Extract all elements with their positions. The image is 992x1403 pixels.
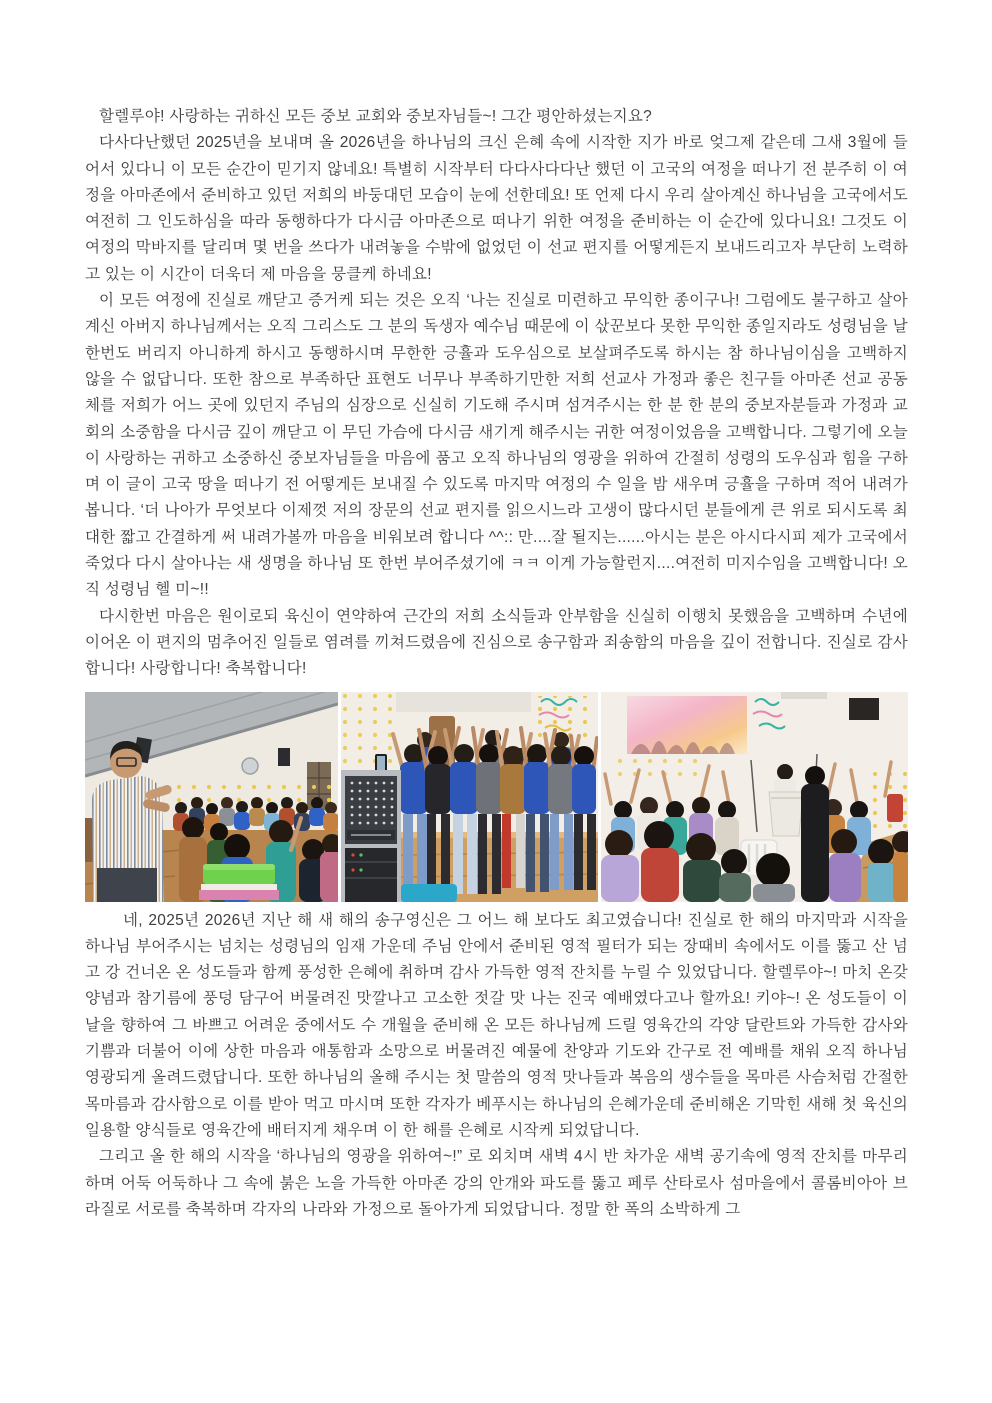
photo-church-cake-celebration bbox=[85, 692, 338, 902]
paragraph-greeting: 할렐루야! 사랑하는 귀하신 모든 중보 교회와 중보자님들~! 그간 평안하셨는지요? bbox=[99, 108, 653, 125]
paragraph-confession: 이 모든 여정에 진실로 깨닫고 증거케 되는 것은 오직 ‘나는 진실로 미련하고 무익한 종이구나! 그럼에도 불구하고 살아계신 아버지 하나님께서는 오직 그리스도 그 분의 독생자 예수님 때문에 이 삯꾼보다 못한 무익한 종일지라도 성령님을 날 한번도 버리지 아니하게 하시고 동행하시며 무한한 긍휼과 도우심으로 보살펴주도록 하시는 참 하나님이심을 고백하지 않을 수 없답니다. 또한 참으로 부족하단 표현도 너무나 부족하기만한 저희 선교사 가정과 좋은 친구들 아마존 선교 공동체를 저희가 어느 곳에 있던지 주님의 심장으로 신실히 기도해 주시며 섬겨주시는 한 분 한 분의 중보자분들과 가정과 교회의 소중함을 다시금 깊이 깨닫고 이 무딘 가슴에 다시금 새기게 해주시는 귀한 여정이었음을 고백합니다. 그렇기에 오늘 이 사랑하는 귀하고 소중하신 중보자님들을 마음에 품고 오직 하나님의 영광을 위하여 간절히 성령의 도우심과 힘을 구하며 이 글이 고국 땅을 떠나기 전 어떻게든 보내질 수 있도록 마지막 여정의 수 일을 밤 새우며 긍휼을 구하며 적어 내려가 봅니다. ‘더 나아가 무엇보다 이제껏 저의 장문의 선교 편지를 읽으시느라 고생이 많다시던 분들에게 큰 위로 되시도록 최대한 짧고 간결하게 써 내려가볼까 마음을 비워보려 합니다 ^^:: 만....잘 될지는......아시는 분은 아시다시피 제가 고국에서 죽었다 다시 살아나는 새 생명을 하나님 또 한번 부어주셨기에 ㅋㅋ 이게 가능할런지....여전히 미지수임을 고백합니다! 오직 성령님 헬 미~!! bbox=[85, 292, 908, 599]
photo-row bbox=[85, 692, 908, 902]
paragraph-new-year-service: 네, 2025년 2026년 지난 해 새 해의 송구영신은 그 어느 해 보다도 최고였습니다! 진실로 한 해의 마지막과 시작을 하나님 부어주시는 넘치는 성령님의 임재 가운데 주님 안에서 준비된 영적 필터가 되는 장때비 속에서도 이를 뚫고 산 넘고 강 건너온 온 성도들과 함께 풍성한 은혜에 취하며 감사 가득한 영적 잔치를 누릴 수 있었답니다. 할렐루야~! 마치 온갖 양념과 참기름에 풍덩 담구어 버물려진 맛깔나고 고소한 젓갈 맛 나는 진국 예배였다고나 할까요! 키야~! 온 성도들이 이 날을 향하여 그 바쁘고 어려운 중에서도 수 개월을 준비해 온 모든 하나님께 드릴 영육간의 각양 달란트와 가득한 감사와 기쁨과 더불어 이에 상한 마음과 애통함과 소망으로 버물려진 예물에 찬양과 기도와 간구로 전 예배를 채워 오직 하나님 영광되게 올려드렸답니다. 또한 하나님의 올해 주시는 첫 말씀의 영적 맛나들과 복음의 생수들을 목마른 사슴처럼 간절한 목마름과 감사함으로 이를 받아 먹고 마시며 또한 각자가 베푸시는 하나님의 은혜가운데 준비해온 기막힌 새해 첫 육신의 일용할 양식들로 영육간에 배터지게 채우며 이 한 해를 은혜로 시작케 되었답니다. bbox=[85, 911, 908, 1139]
letter-content bbox=[85, 104, 908, 1223]
paragraph-apology: 다시한번 마음은 원이로되 육신이 연약하여 근간의 저희 소식들과 안부함을 신실히 이행치 못했음을 고백하며 수년에 이어온 이 편지의 멈추어진 일들로 염려를 끼쳐드렸음에 진심으로 송구함과 죄송함의 마음을 깊이 전합니다. 진실로 감사합니다! 사랑합니다! 축복합니다! bbox=[85, 607, 908, 678]
paragraph-dawn-farewell: 그리고 올 한 해의 시작을 ‘하나님의 영광을 위하여~!” 로 외치며 새벽 4시 반 차가운 새벽 공기속에 영적 잔치를 마무리하며 어둑 어둑하나 그 속에 붉은 노을 가득한 아마존 강의 안개와 파도를 뚫고 페루 산타로사 섬마을에서 콜롬비아아 브라질로 서로를 축복하며 각자의 나라와 가정으로 돌아가게 되었답니다. 정말 한 폭의 소박하게 그 bbox=[85, 1148, 908, 1218]
photo-congregation-worship bbox=[601, 692, 908, 902]
photo-youth-praise-dance bbox=[341, 692, 598, 902]
paragraph-journey-intro: 다사다난했던 2025년을 보내며 올 2026년을 하나님의 크신 은혜 속에 시작한 지가 바로 엊그제 같은데 그새 3월에 들어서 있다니 이 모든 순간이 믿기지 않네요! 특별히 시작부터 다다사다다난 했던 이 고국의 여정을 떠나기 전 분주히 이 여정을 아마존에서 준비하고 있던 저희의 바둥대던 모습이 눈에 선한데요! 또 언제 다시 우리 살아계신 하나님을 고국에서도 여전히 그 인도하심을 따라 동행하다가 다시금 아마존으로 떠나기 위한 여정을 준비하는 이 순간에 있다니요! 그것도 이 여정의 막바지를 달리며 몇 번을 쓰다가 내려놓을 수밖에 없었던 이 선교 편지를 어떻게든지 보내드리고자 부단히 노력하고 있는 이 시간이 더욱더 제 마음을 뭉클케 하네요! bbox=[85, 134, 908, 283]
